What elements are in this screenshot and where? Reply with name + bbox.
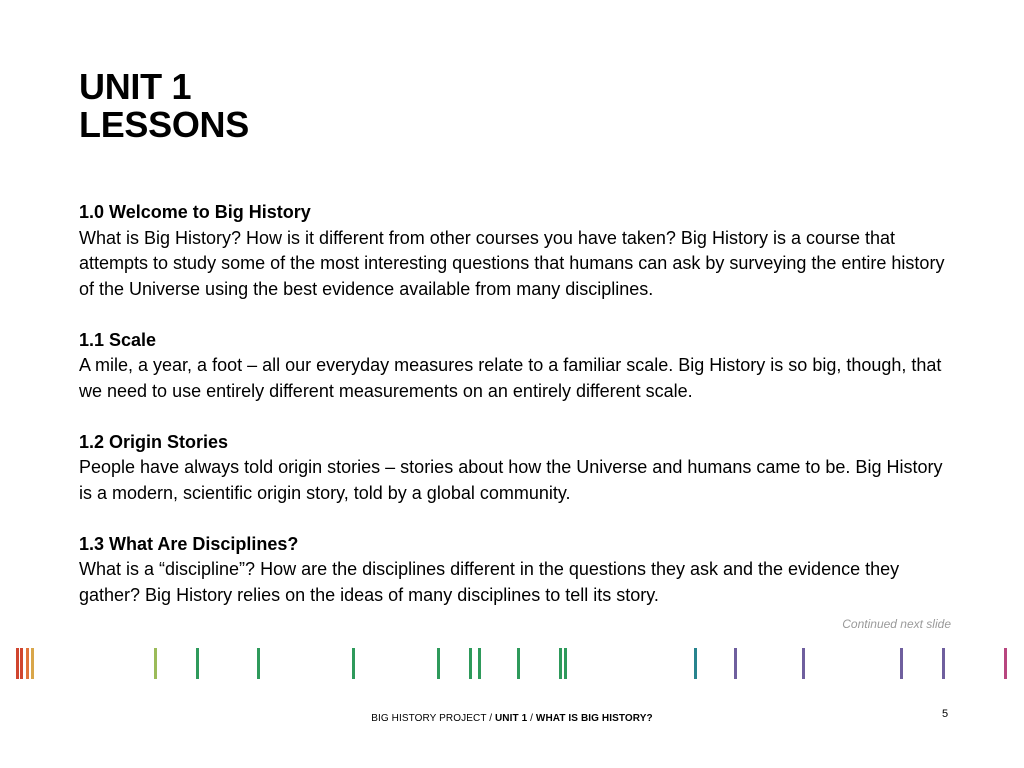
slide-title-line-2: LESSONS: [79, 104, 249, 145]
footer-separator: /: [527, 713, 536, 724]
lesson-1-1: [79, 328, 959, 405]
lesson-description: People have always told origin stories – stories about how the Universe and humans came to be. Big History is a modern, scientific origin story, told by a global community.: [79, 457, 943, 503]
timeline-tick: [352, 648, 355, 679]
timeline-tick: [16, 648, 19, 679]
slide-title-line-1: UNIT 1: [79, 66, 192, 107]
footer-unit: UNIT 1: [494, 713, 528, 724]
timeline-tick: [31, 648, 34, 679]
lesson-1-0: [79, 200, 959, 302]
lesson-1-3: [79, 532, 959, 609]
timeline-tick: [564, 648, 567, 679]
timeline-tick: [900, 648, 903, 679]
timeline-tick: [942, 648, 945, 679]
timeline-tick: [559, 648, 562, 679]
timeline-tick: [257, 648, 260, 679]
timeline-tick: [517, 648, 520, 679]
timeline-tick: [154, 648, 157, 679]
footer-breadcrumb: [0, 713, 1024, 724]
lesson-list: [79, 200, 959, 634]
timeline-tick: [478, 648, 481, 679]
timeline-tick: [1004, 648, 1007, 679]
lesson-description: What is Big History? How is it different from other courses you have taken? Big History is a course that attempts to study some of the most interesting questions that humans can ask by surveying the entire history of the Universe using the best evidence available from many disciplines.: [79, 227, 945, 299]
footer-project: BIG HISTORY PROJECT /: [371, 713, 495, 724]
timeline-tick: [20, 648, 23, 679]
continued-note: Continued next slide: [842, 617, 951, 631]
lesson-title: 1.3 What Are Disciplines?: [79, 533, 299, 554]
timeline-bar: [0, 648, 1024, 680]
page-number: 5: [942, 708, 949, 720]
timeline-tick: [26, 648, 29, 679]
timeline-tick: [802, 648, 805, 679]
lesson-description: A mile, a year, a foot – all our everyday measures relate to a familiar scale. Big History is so big, though, that we need to use entirely different measurements on an entirely different scale.: [79, 355, 942, 401]
lesson-1-2: [79, 430, 959, 507]
footer-topic: WHAT IS BIG HISTORY?: [535, 713, 653, 724]
timeline-tick: [694, 648, 697, 679]
timeline-tick: [437, 648, 440, 679]
lesson-title: 1.1 Scale: [79, 329, 157, 350]
slide-title: [79, 68, 249, 144]
lesson-description: What is a “discipline”? How are the disciplines different in the questions they ask and the evidence they gather? Big History relies on the ideas of many disciplines to tell its story.: [79, 559, 900, 605]
timeline-tick: [734, 648, 737, 679]
timeline-tick: [196, 648, 199, 679]
lesson-title: 1.0 Welcome to Big History: [79, 202, 311, 222]
lesson-title: 1.2 Origin Stories: [79, 431, 229, 452]
timeline-tick: [469, 648, 472, 679]
